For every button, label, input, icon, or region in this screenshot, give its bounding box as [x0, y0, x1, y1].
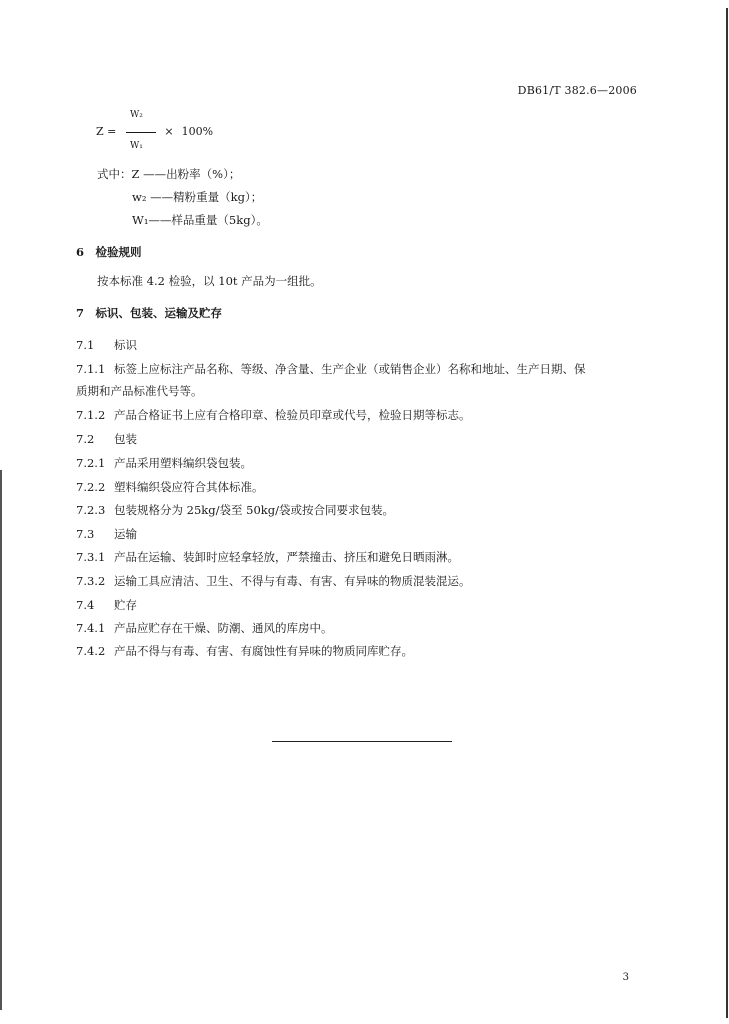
end-of-document-rule — [272, 741, 452, 742]
clause-text: 产品应贮存在干燥、防潮、通风的库房中。 — [114, 621, 333, 635]
section-6-text: 按本标准 4.2 检验，以 10t 产品为一组批。 — [97, 274, 322, 288]
clause-text: 塑料编织袋应符合其体标准。 — [114, 480, 264, 494]
where-w1: W₁——样品重量（5kg）。 — [132, 213, 268, 227]
fraction-bar — [126, 132, 156, 133]
clause-text: 产品不得与有毒、有害、有腐蚀性有异味的物质同库贮存。 — [114, 644, 413, 658]
standard-code-header: DB61/T 382.6—2006 — [517, 84, 637, 97]
formula-lhs: Z = — [96, 125, 117, 138]
clause-7-2-2 — [76, 479, 264, 495]
clause-7-2-1 — [76, 455, 252, 471]
clause-text: 产品采用塑料编织袋包装。 — [114, 456, 252, 470]
clause-number: 7.1 — [76, 338, 95, 352]
where-w2: w₂ ——精粉重量（kg）； — [132, 190, 263, 204]
page-number: 3 — [622, 972, 629, 983]
section-7-title: 7 标识、包装、运输及贮存 — [76, 306, 223, 320]
clause-number: 7.2 — [76, 432, 95, 446]
formula-denominator: W₁ — [130, 141, 143, 151]
formula-percent: 100% — [181, 125, 214, 138]
clause-7-4 — [76, 597, 137, 613]
clause-text: 标识 — [114, 338, 137, 352]
scan-edge-right — [726, 8, 728, 1018]
clause-number: 7.1.2 — [76, 408, 106, 422]
clause-7-2 — [76, 431, 137, 447]
section-6-title: 6 检验规则 — [76, 245, 142, 259]
clause-text: 运输工具应清洁、卫生、不得与有毒、有害、有异味的物质混装混运。 — [114, 574, 471, 588]
clause-number: 7.3 — [76, 527, 95, 541]
clause-7-1-1 — [76, 361, 586, 377]
clause-7-4-2 — [76, 643, 413, 659]
clause-number: 7.3.1 — [76, 550, 106, 564]
clause-7-2-3 — [76, 502, 394, 518]
clause-7-3-1 — [76, 549, 459, 565]
clause-text: 标签上应标注产品名称、等级、净含量、生产企业（或销售企业）名称和地址、生产日期、保 — [114, 362, 586, 376]
clause-7-3 — [76, 526, 137, 542]
clause-7-4-1 — [76, 620, 333, 636]
formula-times: × — [164, 125, 174, 138]
clause-number: 7.4.1 — [76, 621, 106, 635]
scan-edge-left — [0, 470, 2, 1010]
clause-7-1 — [76, 337, 137, 353]
clause-text: 贮存 — [114, 598, 137, 612]
clause-text: 包装 — [114, 432, 137, 446]
clause-number: 7.1.1 — [76, 362, 106, 376]
clause-7-3-2 — [76, 573, 471, 589]
clause-7-1-1-continued: 质期和产品标准代号等。 — [76, 384, 203, 398]
formula — [96, 125, 213, 138]
clause-text: 包装规格分为 25kg/袋至 50kg/袋或按合同要求包装。 — [114, 503, 394, 517]
clause-text: 产品在运输、装卸时应轻拿轻放，严禁撞击、挤压和避免日晒雨淋。 — [114, 550, 459, 564]
formula-numerator: W₂ — [130, 110, 143, 120]
clause-number: 7.2.3 — [76, 503, 106, 517]
where-z: 式中：Z ——出粉率（%）； — [97, 167, 241, 181]
clause-number: 7.4.2 — [76, 644, 106, 658]
clause-number: 7.4 — [76, 598, 95, 612]
clause-text: 产品合格证书上应有合格印章、检验员印章或代号，检验日期等标志。 — [114, 408, 471, 422]
clause-number: 7.3.2 — [76, 574, 106, 588]
clause-number: 7.2.1 — [76, 456, 106, 470]
clause-text: 运输 — [114, 527, 137, 541]
clause-number: 7.2.2 — [76, 480, 106, 494]
clause-7-1-2 — [76, 407, 471, 423]
